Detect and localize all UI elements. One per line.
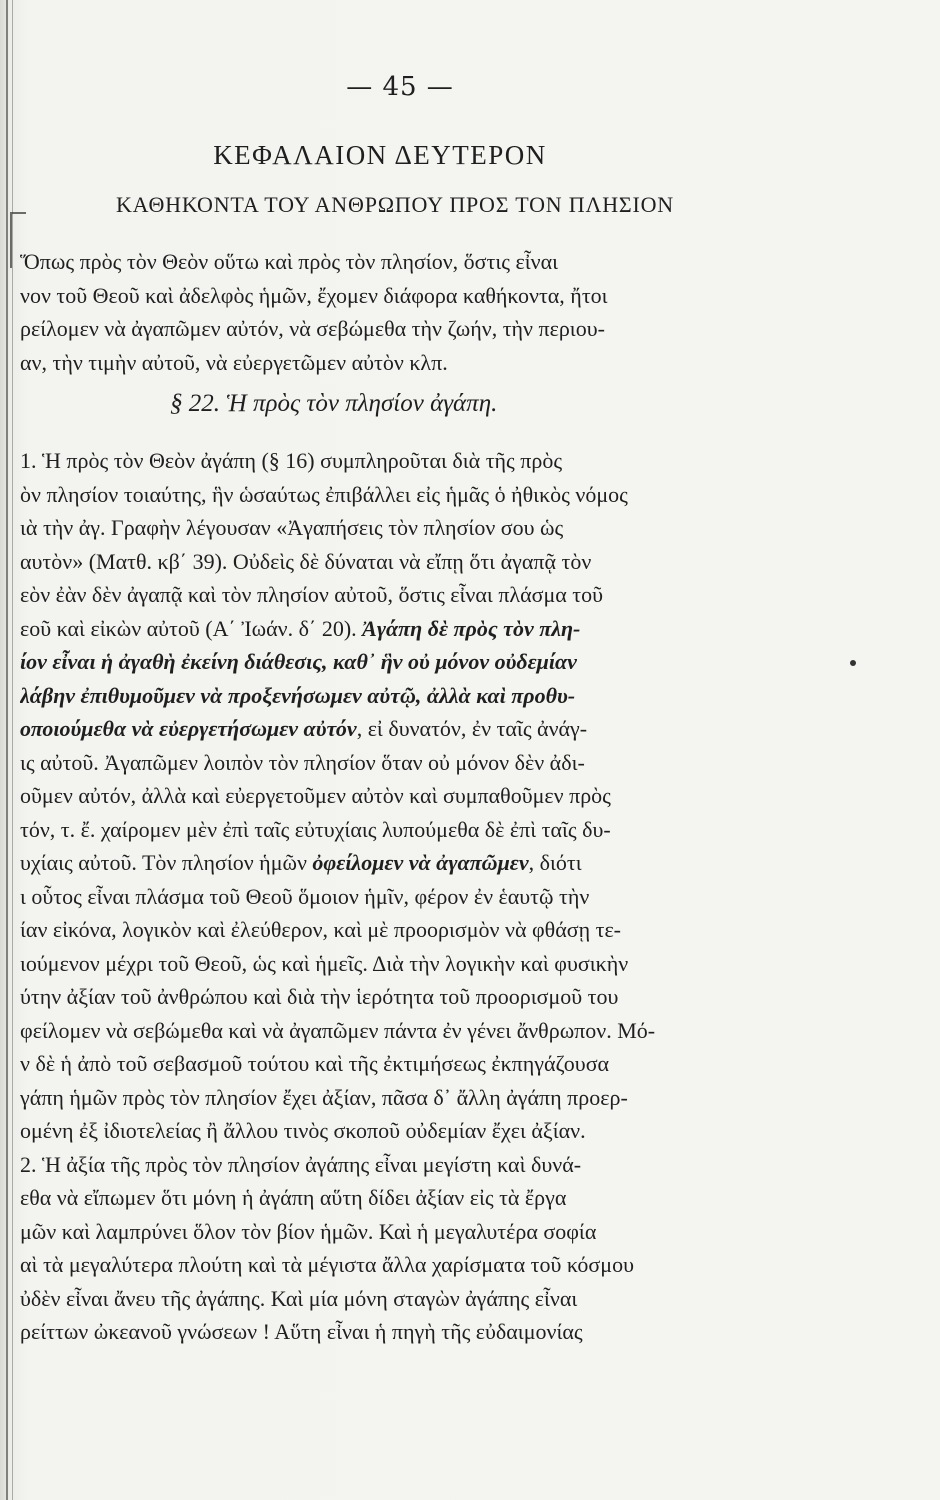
text-line: ις αὐτοῦ. Ἀγαπῶμεν λοιπὸν τὸν πλησίον ὅταν οὐ μόνον δὲν ἀδι- — [20, 749, 585, 775]
text-line: ι οὗτος εἶναι πλάσμα τοῦ Θεοῦ ὅμοιον ἡμῖν, φέρον ἐν ἑαυτῷ τὴν — [20, 883, 590, 909]
emphasized-text: οποιούμεθα νὰ εὐεργετήσωμεν αὐτόν — [20, 716, 357, 741]
text-line: ίον εἶναι ἡ ἀγαθὴ ἐκείνη διάθεσις, καθ᾿ ἣν οὐ μόνον οὐδεμίαν — [20, 649, 577, 674]
text-line: εὸν ἐὰν δὲν ἀγαπᾷ καὶ τὸν πλησίον αὐτοῦ, ὅστις εἶναι πλάσμα τοῦ — [20, 582, 604, 607]
text-line: ύτην ἀξίαν τοῦ ἀνθρώπου καὶ διὰ τὴν ἱερότητα τοῦ προορισμοῦ του — [20, 984, 619, 1009]
intro-paragraph — [20, 245, 810, 379]
text-line: ρείττων ὠκεανοῦ γνώσεων ! Αὕτη εἶναι ἡ πηγὴ τῆς εὐδαιμονίας — [20, 1319, 583, 1344]
text-line: ιὰ τὴν ἀγ. Γραφὴν λέγουσαν «Ἀγαπήσεις τὸν πλησίον σου ὡς — [20, 515, 564, 540]
emphasized-text: Ἀγάπη δὲ πρὸς τὸν πλη- — [362, 615, 581, 641]
binding-edge-line — [6, 0, 8, 1500]
page-number: — 45 — — [346, 72, 454, 102]
text-line: Ὅπως πρὸς τὸν Θεὸν οὕτω καὶ πρὸς τὸν πλησίον, ὅστις εἶναι — [20, 249, 559, 274]
text-line: αὶ τὰ μεγαλύτερα πλούτη καὶ τὰ μέγιστα ἄλλα χαρίσματα τοῦ κόσμου — [20, 1252, 634, 1277]
text-line: αν, τὴν τιμὴν αὐτοῦ, νὰ εὐεργετῶμεν αὐτὸν κλπ. — [20, 349, 448, 375]
text-line: 1. Ἡ πρὸς τὸν Θεὸν ἀγάπη (§ 16) συμπληροῦται διὰ τῆς πρὸς — [20, 448, 563, 473]
chapter-title: ΚΕΦΑΛΑΙΟΝ ΔΕΥΤΕΡΟΝ — [213, 140, 547, 170]
text-line: οῦμεν αὐτόν, ἀλλὰ καὶ εὐεργετοῦμεν αὐτὸν καὶ συμπαθοῦμεν πρὸς — [20, 783, 611, 808]
body-paragraphs — [20, 444, 810, 1349]
text-line: μῶν καὶ λαμπρύνει ὅλον τὸν βίον ἡμῶν. Καὶ ἡ μεγαλυτέρα σοφία — [20, 1218, 597, 1244]
text-line: ν δὲ ἡ ἀπὸ τοῦ σεβασμοῦ τούτου καὶ τῆς ἐκτιμήσεως ἐκπηγάζουσα — [20, 1051, 610, 1076]
text-line: φείλομεν νὰ σεβώμεθα καὶ νὰ ἀγαπῶμεν πάντα ἐν γένει ἄνθρωπον. Μό- — [20, 1017, 656, 1043]
margin-mark — [850, 660, 856, 666]
text-line: ὐδὲν εἶναι ἄνευ τῆς ἀγάπης. Καὶ μία μόνη σταγὼν ἀγάπης εἶναι — [20, 1285, 578, 1311]
text-line: νον τοῦ Θεοῦ καὶ ἀδελφὸς ἡμῶν, ἔχομεν διάφορα καθήκοντα, ἤτοι — [20, 282, 608, 308]
text-line: γάπη ἡμῶν πρὸς τὸν πλησίον ἔχει ἀξίαν, πᾶσα δ᾿ ἄλλη ἀγάπη προερ- — [20, 1084, 628, 1110]
emphasized-text: ὀφείλομεν νὰ ἀγαπῶμεν — [312, 850, 529, 875]
text-line: ομένη ἐξ ἰδιοτελείας ἢ ἄλλου τινὸς σκοποῦ οὐδεμίαν ἔχει ἀξίαν. — [20, 1118, 586, 1143]
text-line: 2. Ἡ ἀξία τῆς πρὸς τὸν πλησίον ἀγάπης εἶναι μεγίστη καὶ δυνά- — [20, 1151, 582, 1177]
text-line: λάβην ἐπιθυμοῦμεν νὰ προξενήσωμεν αὐτῷ, ἀλλὰ καὶ προθυ- — [20, 682, 576, 708]
text-line: ρείλομεν νὰ ἀγαπῶμεν αὐτόν, νὰ σεβώμεθα τὴν ζωήν, τὴν περιου- — [20, 316, 605, 341]
text-line: ιούμενον μέχρι τοῦ Θεοῦ, ὡς καὶ ἡμεῖς. Διὰ τὴν λογικὴν καὶ φυσικὴν — [20, 950, 629, 976]
section-heading: § 22. Ἡ πρὸς τὸν πλησίον ἀγάπη. — [170, 390, 498, 417]
chapter-subtitle: ΚΑΘΗΚΟΝΤΑ ΤΟΥ ΑΝΘΡΩΠΟΥ ΠΡΟΣ ΤΟΝ ΠΛΗΣΙΟΝ — [115, 192, 674, 217]
text-line: οποιούμεθα νὰ εὐεργετήσωμεν αὐτόν, εἰ δυνατόν, ἐν ταῖς ἀνάγ- — [20, 716, 588, 741]
text-line: τόν, τ. ἔ. χαίρομεν μὲν ἐπὶ ταῖς εὐτυχίαις λυπούμεθα δὲ ἐπὶ ταῖς δυ- — [20, 816, 611, 842]
text-line: αυτὸν» (Ματθ. κβ΄ 39). Οὐδεὶς δὲ δύναται νὰ εἴπῃ ὅτι ἀγαπᾷ τὸν — [20, 548, 592, 574]
text-line: ίαν εἰκόνα, λογικὸν καὶ ἐλεύθερον, καὶ μὲ προορισμὸν νὰ φθάσῃ τε- — [20, 917, 622, 942]
text-line: υχίαις αὐτοῦ. Τὸν πλησίον ἡμῶν ὀφείλομεν νὰ ἀγαπῶμεν, διότι — [20, 850, 582, 875]
text-line: ὸν πλησίον τοιαύτης, ἣν ὡσαύτως ἐπιβάλλει εἰς ἡμᾶς ὁ ἠθικὸς νόμος — [20, 481, 628, 507]
text-line: εοῦ καὶ εἰκὼν αὐτοῦ (Α΄ Ἰωάν. δ΄ 20). Ἀγάπη δὲ πρὸς τὸν πλη- — [20, 615, 581, 641]
text-line: εθα νὰ εἴπωμεν ὅτι μόνη ἡ ἀγάπη αὕτη δίδει ἀξίαν εἰς τὰ ἔργα — [20, 1185, 567, 1210]
